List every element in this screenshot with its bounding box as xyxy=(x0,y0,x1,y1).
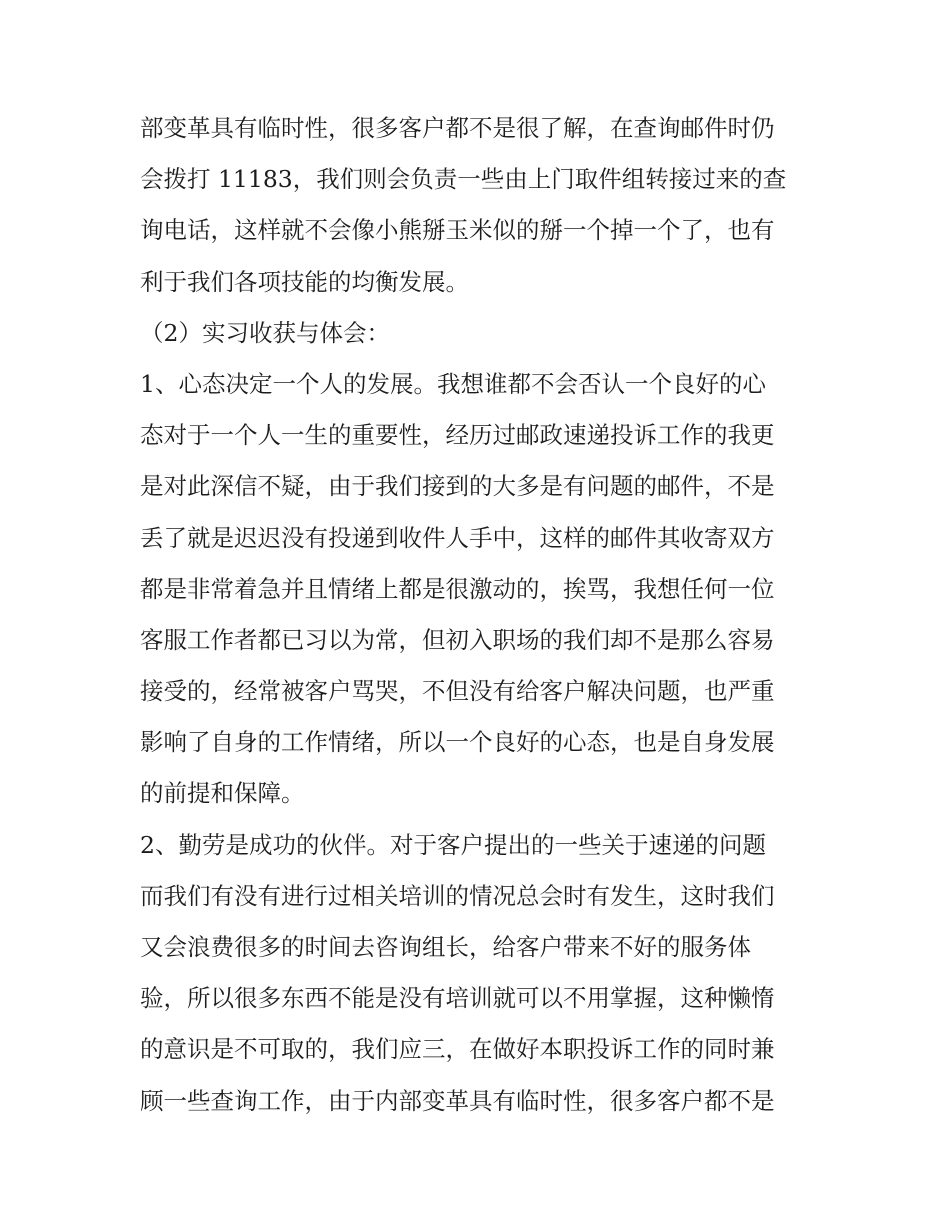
text-line: 验，所以很多东西不能是没有培训就可以不用掌握，这种懒惰 xyxy=(140,984,775,1013)
text-line: 丢了就是迟迟没有投递到收件人手中，这样的邮件其收寄双方 xyxy=(140,523,775,552)
text-line: 是对此深信不疑，由于我们接到的大多是有问题的邮件，不是 xyxy=(140,472,775,501)
text-line: 1、心态决定一个人的发展。我想谁都不会否认一个良好的心 xyxy=(140,369,766,398)
document-body xyxy=(140,103,816,1127)
text-line: 客服工作者都已习以为常，但初入职场的我们却不是那么容易 xyxy=(140,625,775,654)
section-heading: （2）实习收获与体会： xyxy=(140,318,390,347)
text-line: 而我们有没有进行过相关培训的情况总会时有发生，这时我们 xyxy=(140,881,775,910)
text-line: 的前提和保障。 xyxy=(140,779,305,808)
text-line: 利于我们各项技能的均衡发展。 xyxy=(140,267,469,296)
text-line: 态对于一个人一生的重要性，经历过邮政速递投诉工作的我更 xyxy=(140,421,775,450)
text-line: 2、勤劳是成功的伙伴。对于客户提出的一些关于速递的问题 xyxy=(140,830,766,859)
text-line: 接受的，经常被客户骂哭，不但没有给客户解决问题，也严重 xyxy=(140,677,775,706)
text-line: 询电话，这样就不会像小熊掰玉米似的掰一个掉一个了，也有 xyxy=(140,216,775,245)
text-line: 又会浪费很多的时间去咨询组长，给客户带来不好的服务体 xyxy=(140,933,751,961)
text-line: 影响了自身的工作情绪，所以一个良好的心态，也是自身发展 xyxy=(140,728,775,757)
text-line: 部变革具有临时性，很多客户都不是很了解，在查询邮件时仍 xyxy=(140,114,775,142)
text-line: 的意识是不可取的，我们应三，在做好本职投诉工作的同时兼 xyxy=(140,1035,775,1064)
text-line: 都是非常着急并且情绪上都是很激动的，挨骂，我想任何一位 xyxy=(140,574,775,603)
text-line: 顾一些查询工作，由于内部变革具有临时性，很多客户都不是 xyxy=(140,1086,775,1115)
text-line: 会拨打 11183，我们则会负责一些由上门取件组转接过来的查 xyxy=(140,165,787,194)
